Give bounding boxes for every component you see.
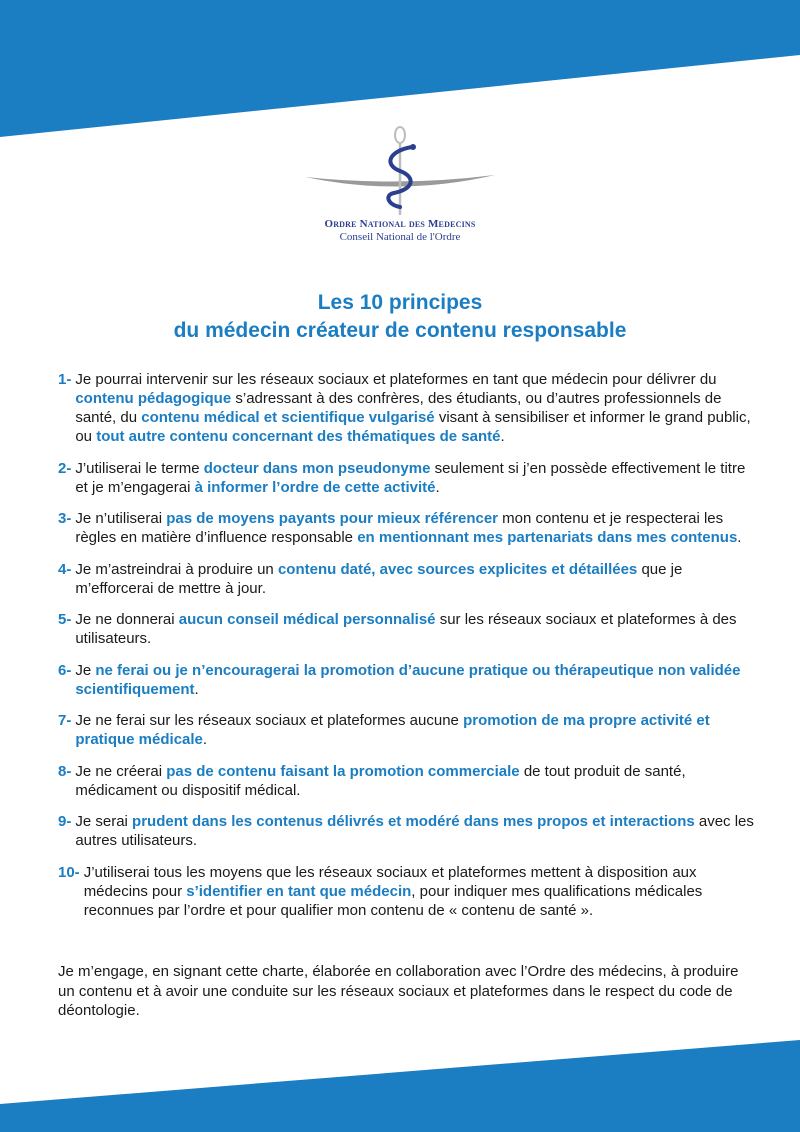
principle-number: 6-	[58, 661, 72, 679]
principle-text	[75, 560, 758, 598]
body-text: .	[194, 680, 199, 698]
principle-item	[58, 509, 758, 547]
body-text: .	[737, 529, 742, 546]
highlighted-text: contenu médical et scientifique vulgarisé	[141, 409, 435, 426]
principle-text	[75, 661, 758, 699]
caduceus-icon	[300, 125, 500, 220]
body-text: sur les réseaux sociaux et plateformes à des utilisateurs.	[75, 611, 737, 647]
highlighted-text: s’identifier en tant que médecin	[186, 882, 412, 900]
body-text: seulement si j’en possède effectivement le titre et je m’engagerai	[75, 459, 746, 496]
highlighted-text: pas de contenu faisant la promotion commerciale	[166, 762, 520, 780]
title-line-2: du médecin créateur de contenu responsable	[173, 319, 627, 342]
principle-item	[58, 610, 758, 648]
principle-item	[58, 711, 758, 749]
body-text: .	[202, 731, 208, 748]
principle-text	[75, 812, 758, 850]
principle-number: 7-	[58, 712, 72, 729]
highlighted-text: en mentionnant mes partenariats dans mes contenus	[357, 529, 738, 546]
principle-number: 1-	[58, 371, 72, 388]
highlighted-text: ne ferai ou je n’encouragerai la promotion d’aucune pratique ou thérapeutique non validée scientifiquement	[75, 661, 741, 698]
body-text: Je ne ferai sur les réseaux sociaux et plateformes aucune	[75, 712, 464, 729]
principle-number: 3-	[58, 510, 72, 527]
principle-number: 10-	[58, 863, 80, 881]
highlighted-text: contenu pédagogique	[75, 390, 232, 407]
principle-text	[84, 863, 758, 920]
principle-item	[58, 560, 758, 598]
page-title	[0, 289, 800, 345]
principle-text	[75, 610, 758, 648]
body-text: Je ne créerai	[75, 762, 167, 780]
body-text: Je serai	[75, 813, 133, 830]
principle-item	[58, 370, 758, 446]
body-text: Je m’astreindrai à produire un	[75, 560, 278, 578]
logo-organization-name: Ordre National des Medecins	[324, 218, 476, 230]
principle-number: 8-	[58, 762, 72, 780]
bottom-blue-band	[0, 1022, 800, 1132]
body-text: J’utiliserai tous les moyens que les réseaux sociaux et plateformes mettent à disposition aux médecins pour	[83, 863, 697, 900]
principle-item	[58, 863, 758, 920]
principle-number: 2-	[58, 459, 72, 477]
principle-number: 4-	[58, 560, 72, 578]
body-text: avec les autres utilisateurs.	[75, 813, 754, 849]
principles-list	[58, 370, 758, 932]
body-text: Je	[75, 661, 96, 679]
principle-item	[58, 459, 758, 497]
highlighted-text: docteur dans mon pseudonyme	[203, 459, 431, 477]
principle-number: 5-	[58, 611, 72, 628]
logo	[300, 125, 500, 245]
principle-text	[75, 370, 758, 446]
principle-text	[75, 509, 758, 547]
principle-text	[75, 711, 758, 749]
highlighted-text: aucun conseil médical personnalisé	[178, 611, 436, 628]
principle-text	[75, 762, 758, 800]
highlighted-text: promotion de ma propre activité et pratique médicale	[75, 712, 710, 748]
principle-item	[58, 661, 758, 699]
top-blue-band	[0, 0, 800, 140]
principle-number: 9-	[58, 813, 72, 830]
highlighted-text: contenu daté, avec sources explicites et détaillées	[277, 560, 638, 578]
body-text: Je ne donnerai	[75, 611, 179, 628]
principle-item	[58, 812, 758, 850]
highlighted-text: à informer l’ordre de cette activité	[194, 478, 436, 496]
body-text: Je pourrai intervenir sur les réseaux sociaux et plateformes en tant que médecin pour délivrer du	[75, 371, 717, 388]
body-text: de tout produit de santé, médicament ou dispositif médical.	[75, 762, 686, 799]
body-text: .	[435, 478, 440, 496]
body-text: .	[500, 428, 505, 445]
body-text: mon contenu et je respecterai les règles en matière d’influence responsable	[75, 510, 724, 546]
title-line-1: Les 10 principes	[317, 291, 483, 314]
highlighted-text: tout autre contenu concernant des thématiques de santé	[96, 428, 501, 445]
logo-council-name: Conseil National de l'Ordre	[339, 231, 461, 243]
highlighted-text: prudent dans les contenus délivrés et modéré dans mes propos et interactions	[132, 813, 695, 830]
conclusion-paragraph: Je m’engage, en signant cette charte, élaborée en collaboration avec l’Ordre des médecins, à produire un contenu et à avoir une conduite sur les réseaux sociaux et plateformes dans le respect du code de déontologie.	[58, 963, 739, 1019]
body-text: que je m’efforcerai de mettre à jour.	[75, 560, 683, 597]
principle-item	[58, 762, 758, 800]
highlighted-text: pas de moyens payants pour mieux référencer	[166, 510, 499, 527]
body-text: Je n’utiliserai	[75, 510, 167, 527]
body-text: J’utiliserai le terme	[75, 459, 204, 477]
body-text: , pour indiquer mes qualifications médicales reconnues par l’ordre et pour qualifier mon contenu de « contenu de santé ».	[83, 882, 703, 919]
body-text: visant à sensibiliser et informer le grand public, ou	[75, 409, 751, 445]
body-text: s’adressant à des confrères, des étudiants, ou d’autres professionnels de santé, du	[75, 390, 722, 426]
principle-text	[75, 459, 758, 497]
